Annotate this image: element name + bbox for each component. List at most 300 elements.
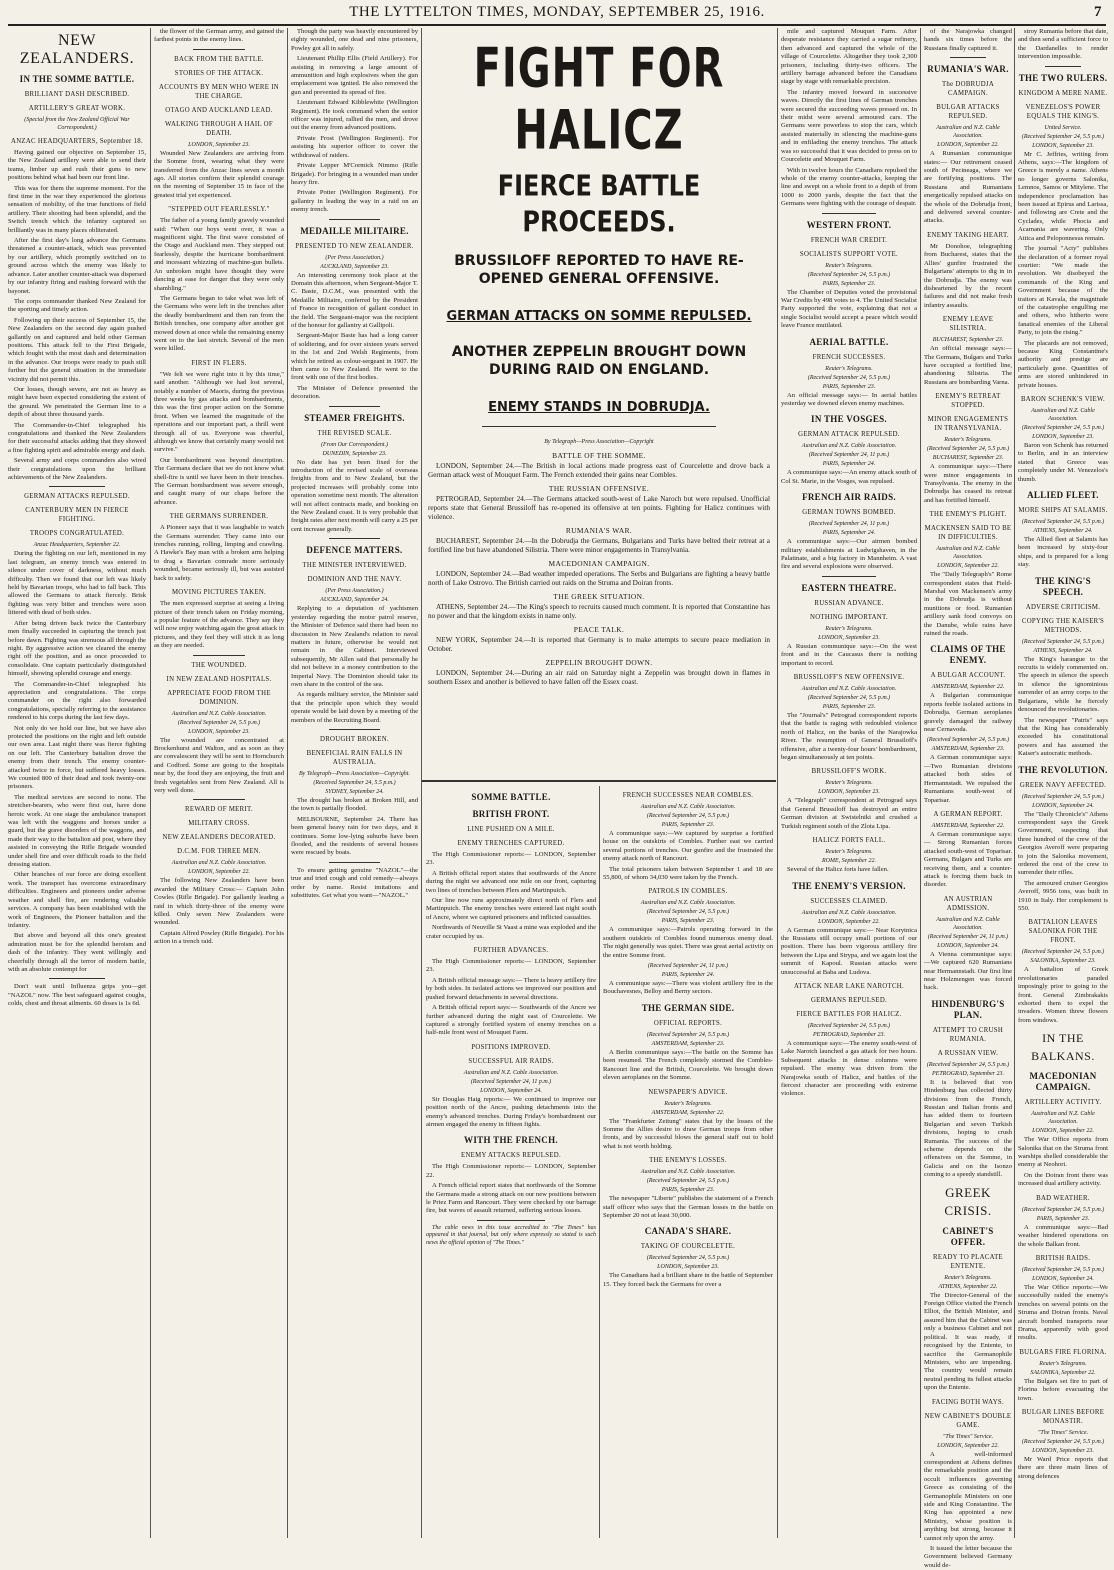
paragraph: A communique says:—Patrols operating forward in the southern outskirts of Combles found numerous enemy dead. The night generally was quiet. There was great aerial activity on the entire Somme front. — [603, 926, 773, 959]
deck-headline: GERMAN ATTACKS ON SOMME REPULSED. — [446, 309, 752, 324]
summary-subheading: PEACE TALK. — [573, 625, 625, 634]
paragraph: Several of the Halicz forts have fallen. — [787, 866, 889, 874]
dateline: LONDON, September 23. — [1032, 142, 1094, 149]
paragraph: Following up their success of September 15, the New Zealanders on the second day again pushed gallantly on and captured and held other German positions. This attack fell to the First Brigade, which fought with the most dash and determination in the advance. Our troops were ready to push still further but the general situation in the immediate vicinity did not permit this. — [8, 316, 146, 383]
paragraph: Baron von Schenk has returned to Berlin, and in an interview stated that Greece was completely under M. Venezelos's thumb. — [1018, 442, 1108, 483]
paragraph: The Canadians had a brilliant share in the battle of September 15. They forced back the Germans for over a — [603, 1272, 773, 1288]
subheading: GERMANS REPULSED. — [810, 996, 888, 1004]
paragraph: No date has yet been fixed for the introduction of the revised scale of overseas freights from and to New Zealand, but the projected increases will probably come into operation sometime next month. The alteration will not affect contracts made, and booking on the New Zealand coast. It is very probable that freight rates after next month will carry a 25 per cent increase generally. — [291, 458, 418, 533]
source-line: Australian and N.Z. Cable Association. — [1031, 408, 1095, 422]
paragraph: A German communique says:— Near Korytnica the Russians still occupy small portions of our position. There has been vigorous artillery fire between the Lipa and Strypa, and we again lost the summit of Kapoul. Russian attacks were unsuccessful at Baba and Ludova. — [781, 926, 917, 976]
paragraph: The journal "Acty" publishes the declaration of a former royal courtier: "We made the revolution. We disobeyed the commands of the King and Government because of the traitors at Kavala, the magnitude of the catastrophe engulfing me and others, who hitherto were fanatical enemies of the Liberal Party, to join the rising." — [1018, 245, 1108, 337]
dateline: LONDON, September 23. — [188, 141, 250, 148]
subheading: MOVING PICTURES TAKEN. — [171, 589, 267, 597]
subheading: IN NEW ZEALAND HOSPITALS. — [166, 675, 272, 683]
subheading: BACK FROM THE BATTLE. — [174, 55, 264, 63]
paragraph: MELBOURNE, September 24. There has been general heavy rain for two days, and it continues. Some low-lying suburbs have been flooded, and the residents of several houses were rescued by boats. — [291, 815, 418, 857]
paragraph: LONDON, September 24.—Bad weather impeded operations. The Serbs and Bulgarians are fighting a heavy battle north of Lake Ostrovo. The British carried out raids on the Struma and Doiran fronts. — [428, 570, 770, 587]
subheading: MORE SHIPS AT SALAMIS. — [1018, 507, 1108, 515]
received-line: (Received September 24, 5.5 p.m.) — [926, 446, 1010, 453]
dateline: LONDON, September 24. — [1032, 802, 1094, 809]
paragraph: A Russian communique says:—On the west front and in the Caucasus there is nothing important to record. — [781, 642, 917, 667]
paragraph: A well-informed correspondent at Athens defines the remarkable position and the occult influences governing Greece as consisting of the Germanophile Ministers on one side and King Constantine. The King has appointed a new Ministry, whose position is anything but strong, because it cannot rely upon the army. — [924, 1450, 1012, 1542]
paragraph: Having gained our objective on September 15, the New Zealand artillery were able to send their teams, limber up and rush their guns to new positions behind what had been our front line. — [8, 149, 146, 182]
paragraph: Private Potter (Wellington Regiment). For gallantry in leading the way in a raid on an enemy trench. — [291, 189, 418, 214]
column-5-lower — [603, 786, 773, 1538]
dateline: LONDON, September 22. — [937, 142, 999, 149]
dateline: ATHENS, September 24. — [1033, 647, 1093, 654]
subheading: CLAIMS OF THE ENEMY. — [930, 644, 1006, 666]
paragraph: A Bulgarian communique reports feeble isolated actions in Dobrudja. German aeroplanes gravely damaged the railway near Cernavoda. — [924, 692, 1012, 734]
column-4-lower — [426, 786, 596, 1538]
summary-body — [422, 451, 776, 687]
dateline: LONDON, September 23. — [818, 634, 880, 641]
subheading: FRENCH AIR RAIDS. — [802, 492, 896, 503]
main-headline: FIGHT FOR HALICZ — [473, 37, 725, 163]
paragraph: The "Frankfurter Zeitung" states that by the losses of the Somme the Allies desire to draw German troops from other fronts, and by successful blows the general staff out to hold what is not worth holding. — [603, 1117, 773, 1150]
paragraph: Mr Donohoe, telegraphing from Bucharest, states that the Allies' gunfire frustrated the Bulgarians' attempts to dig in in the Dobrudja. The enemy was disheartened by the recent failures and did not make fresh infantry assaults. — [924, 242, 1012, 309]
paragraph: The King's harangue to the recruits is widely commented on. The speech in silence the speech in silence the ignominious surrender of an army corps to the Bulgarians, while he fiercely denounced the revolutionaries. — [1018, 655, 1108, 714]
paragraph: stroy Rumania before that date, and then send a sufficient force to the Dardanelles to render intervention impossible. — [1018, 28, 1108, 61]
paragraph: As regards military service, the Minister said that the principle upon which they would operate would be laid down by a meeting of the members of the Recruiting Board. — [291, 691, 418, 724]
paragraph: of the Narajowka changed hands six times before the Russians finally captured it. — [924, 28, 1012, 52]
paragraph: NEW YORK, September 24.—It is reported that Germany is to make attempts to secure peace mediation in October. — [428, 636, 770, 653]
source-line: Reuter's Telegrams. — [944, 1274, 992, 1281]
subheading: THE REVOLUTION. — [1018, 764, 1108, 775]
credit-line: By Telegraph—Press Association—Copyright — [544, 439, 654, 445]
subheading: THE ENEMY'S PLIGHT. — [929, 511, 1007, 519]
subheading: BARON SCHENK'S VIEW. — [1020, 396, 1106, 403]
source-line: Reuter's Telegrams. — [664, 1100, 712, 1107]
subheading: BRILLIANT DASH DESCRIBED. — [24, 91, 130, 98]
subheading: SUCCESSES CLAIMED. — [810, 897, 888, 905]
dateline: AMSTERDAM, September 22. — [931, 684, 1005, 691]
source-line: Australian and N.Z. Cable Association. — [640, 804, 736, 810]
source-line: (From Our Correspondent.) — [320, 441, 389, 448]
subheading: COPYING THE KAISER'S METHODS. — [1021, 617, 1105, 634]
paragraph: Lieutenant Edward Kibblewhite (Wellington Regiment). He took command when the senior officer was injured, rallied the men, and drove out the enemy from advanced positions. — [291, 99, 418, 132]
section-rule — [329, 538, 380, 539]
paragraph: The War Office reports from Salonika that on the Struma front warships shelled considerable the enemy at Neohori. — [1018, 1136, 1108, 1169]
subheading: BRITISH FRONT. — [472, 809, 550, 819]
paragraph: Several army and corps commanders also wired their congratulations upon the brilliant achievements of the New Zealanders. — [8, 457, 146, 482]
subheading: PATROLS IN COMBLES. — [648, 888, 728, 896]
subheading: MACKENSEN SAID TO BE IN DIFFICULTIES. — [924, 525, 1012, 542]
dateline: PARIS, September 23. — [822, 280, 876, 287]
summary-subheading: RUMANIA'S WAR. — [565, 526, 633, 535]
subheading: POSITIONS IMPROVED. — [471, 1043, 551, 1051]
paragraph: The High Commissioner reports:— LONDON, September 23. — [426, 958, 596, 974]
column-rule — [777, 28, 778, 1538]
subheading: RUSSIAN ADVANCE. — [814, 599, 884, 607]
subheading: WALKING THROUGH A HAIL OF DEATH. — [165, 120, 273, 137]
paragraph: During the fighting on our left, mentioned in my last telegram, an enemy trench was entered in silence under cover of darkness, without much difficulty. Then we found that our left was likely held by Bavarian troops, who had to fall back. This allowed the Germans to attack fiercely. Brisk fighting was very bitter and trenches were soon littered with dead of both sides. — [8, 550, 146, 617]
footnote: The cable news in this issue accredited to "The Times" has appeared in that journal, but only where expressly so stated is such news the official opinion of "The Times." — [426, 1224, 596, 1246]
received-line: (Received September 24, 5.5 p.m.) — [807, 695, 891, 702]
source-line: Australian and N.Z. Cable Association. — [936, 125, 1000, 140]
received-line: (Received September 24, 5.5 p.m.) — [1021, 949, 1105, 956]
subheading: GREEK CRISIS. — [944, 1184, 992, 1218]
subheading: ARTILLERY ACTIVITY. — [1024, 1099, 1102, 1107]
subheading: VENEZELOS'S POWER EQUALS THE KING'S. — [1025, 103, 1101, 120]
source-line: United Service. — [1044, 124, 1082, 131]
paragraph: The drought has broken at Broken Hill, and the town is partially flooded. — [291, 796, 418, 813]
dateline: LONDON, September 24. — [480, 1087, 542, 1094]
section-rule — [422, 780, 776, 782]
deck-headline: BRUSSILOFF REPORTED TO HAVE RE-OPENED GENERAL OFFENSIVE. — [454, 253, 744, 287]
source-line: Reuter's Telegrams. — [1039, 1360, 1087, 1367]
subheading: MINOR ENGAGEMENTS IN TRANSYLVANIA. — [927, 416, 1009, 433]
subheading: NEW CABINET'S DOUBLE GAME. — [924, 1412, 1012, 1429]
paragraph: The men expressed surprise at seeing a living picture of their trench taken on Friday morning, a popular feature of the advance. They say they will now enjoy watching again the great attack in pictures, and they feel they will stick it as long as they are needed. — [154, 600, 285, 650]
paragraph: A communique says:—Our airmen bombed military establishments at Ludwigshaven, in the Palatinate, and a big factory in Mannheim. A vast fire and several explosions were observed. — [781, 538, 917, 571]
dateline: SYDNEY, September 24. — [325, 788, 384, 795]
dateline: Anzac Headquarters, September 22. — [33, 542, 121, 549]
paragraph: A Rumanian communique states:— Our retirement ceased south of Pecineaga, where we are fortifying positions. The Russians and Rumanians energetically repulsed attacks on the whole of the Dobrudja front, and delivered several counter-attacks. — [924, 150, 1012, 225]
paragraph: With in twelve hours the Canadians repulsed the whole of the enemy counter-attacks, keeping the line and swept on a whole front to a depth of from 1000 to 2000 yards, despite the fact that the Germans were fighting with the courage of despair. — [781, 166, 917, 208]
paragraph: Lieutenant Phillip Ellis (Field Artillery). For assisting in removing a large amount of ammunition and high explosives when the gun emplacement was ignited. He also removed the gun and prevented its spread of fire. — [291, 55, 418, 96]
column-rule — [1014, 28, 1015, 1538]
source-line: Australian and N.Z. Cable Association. — [801, 909, 897, 916]
paragraph: A Pioneer says that it was laughable to watch the Germans surrender. They came into our trenches running, rolling, limping and crawling. A Hawke's Bay man with a broken arm helping to drag a Bavarian comrade more seriously wounded, became seriously ill, but was assisted back to safety. — [154, 524, 284, 582]
subheading: FRENCH WAR CREDIT. — [810, 236, 888, 244]
dateline: PARIS, September 23. — [822, 704, 876, 711]
paragraph: The father of a young family gravely wounded said: "When our boys went over, it was a magnificent sight. The first wave consisted of the Otago and Auckland men. They stepped out fearlessly, despite the hurricane bombardment and incessant whizzing of machine-gun bullets. An unbroken might have thought they were dancing at ease for danger that they were only shambling." — [154, 217, 284, 292]
subheading: MACEDONIAN CAMPAIGN. — [1029, 1071, 1097, 1093]
advertisement: Don't wait until Influenza grips you—get "NAZOL" now. The best safeguard against coughs, colds, chest and throat ailments. 60 doses is 1s 6d. — [8, 983, 146, 1008]
summary-subheading: MACEDONIAN CAMPAIGN. — [548, 559, 650, 568]
dateline: ATHENS, September 24. — [1033, 528, 1093, 535]
paragraph: The Minister of Defence presented the decoration. — [291, 384, 418, 401]
paragraph: It issued the letter because the Government believed Germany would de- — [924, 1545, 1012, 1569]
subheading: PRESENTED TO NEW ZEALANDER. — [295, 242, 414, 250]
paragraph: A communique says:—An enemy attack south of Col St. Marie, in the Vosges, was repulsed. — [781, 469, 917, 485]
dateline: BUCHAREST, September 23. — [932, 337, 1004, 344]
paragraph: The infantry moved forward in successive waves. Directly the first lines of German trenches were secured the succeeding waves pressed on. In their midst were several armoured cars. The Germans were powerless to stop the cars, which assisted materially in silencing the machine-guns and in enfilading the enemy trenches. The attack was so successful that it was decided to press on to Courcelette and Mouquet Farm. — [781, 88, 917, 164]
dateline: LONDON, September 23. — [188, 728, 250, 735]
paragraph: The Allied fleet at Salamis has been increased by sixty-four ships, and is prepared for a long stay. — [1018, 536, 1108, 569]
paragraph: LONDON, September 24.—During an air raid on Saturday night a Zeppelin was brought down in flames in southern Essex and another is believed to have fallen off the Essex coast. — [428, 669, 770, 686]
subheading: ENEMY LEAVE SILISTRIA. — [942, 316, 994, 333]
deck-headline: ANOTHER ZEPPELIN BROUGHT DOWN DURING RAID ON ENGLAND. — [451, 344, 747, 378]
paragraph: A communique says:—The enemy south-west of Lake Narotch launched a gas attack for two hours. Subsequent attacks in dense columns were repulsed. The enemy was driven from the Narajowka south of Halicz, and battles of the fiercest character are proceeding with extreme violence. — [781, 1039, 917, 1098]
paragraph: LONDON, September 24.—The British in local actions made progress east of Courcelette and drove back a German attack west of Mouquet Farm. The French extended their gains near Combles. — [428, 462, 770, 479]
received-line: (Received September 24, 5.5 p.m.) — [646, 1178, 730, 1185]
section-rule — [822, 213, 876, 214]
source-line: Reuter's Telegrams. — [825, 780, 873, 787]
paragraph: Northwards of Neuville St Vaast a mine was exploded and the crater occupied by us. — [426, 924, 596, 940]
subheading: FRENCH SUCCESSES. — [812, 353, 886, 361]
paragraph: After being driven back twice the Canterbury men finally succeeded in capturing the trench just before dawn. Fighting was strenuous all through the night. By aggressive action we cleared the enemy right off the position, and as once proceeded to consolidate. One captain particularly distinguished himself, showing splendid courage and energy. — [8, 619, 146, 678]
paragraph: A British official message says:— There is heavy artillery fire by both sides. In isolated actions we improved our position and pushed forward detachments in several directions. — [426, 976, 596, 1001]
paragraph: Wounded New Zealanders are arriving from the Somme front, wearing what they were transferred from the Anzac lines seven a month ago. All stories confirm their splendid courage on the morning of September 15 in face of the greatest trial yet experienced. — [154, 149, 284, 199]
paragraph: The "Daily Telegraph's" Rome correspondent states that Field-Marshal von Mackensen's army in the Dobrudja is without munitions or food. Rumanian artillery sank food convoys on the Danube, while rains have ruined the roads. — [924, 571, 1012, 638]
received-line: (Received September 24, 5.5 p.m.) — [1021, 638, 1105, 645]
subheading: HINDENBURG'S PLAN. — [931, 998, 1005, 1020]
paragraph: Private Lepper M'Cormick Nimmo (Rifle Brigade). For bringing in a wounded man under heavy fire. — [291, 162, 418, 186]
subheading: THE MINISTER INTERVIEWED. — [302, 562, 407, 570]
subheading: NEW ZEALANDERS DECORATED. — [162, 834, 276, 842]
paragraph: PETROGRAD, September 24.—The Germans attacked south-west of Lake Naroch but were repulsed. Unofficial reports state that General Brussiloff has re-opened its offensive at ten points. Fighting for Halicz continues with violence. — [428, 495, 770, 521]
dateline: LONDON, September 23. — [1032, 1447, 1094, 1454]
dateline: LONDON, September 22. — [188, 869, 250, 876]
paragraph: Our bombardment was beyond description. The Germans declare that we do not know what shell-fire is until we have been in their trenches. The German bombardment was severe enough, and caught many of our chaps before the advance. — [154, 456, 284, 506]
received-line: (Received September 24, 11 p.m.) — [647, 963, 729, 970]
paragraph: Sergeant-Major Baste has had a long career of soldiering, and for over sixteen years served in the 1st and 2nd Welsh Regiments, from which he retired as colour-sergeant in 1907. He then came to New Zealand. He went to the front with one of the first bodies. — [291, 332, 418, 382]
received-line: (Received September 24, 11 p.m.) — [927, 933, 1009, 940]
subheading: CANTERBURY MEN IN FIERCE FIGHTING. — [25, 507, 129, 524]
column-1 — [8, 28, 146, 1538]
subheading: ALLIED FLEET. — [1027, 490, 1099, 501]
dateline: LONDON, September 23. — [657, 1264, 719, 1271]
paragraph: A French official report states that northwards of the Somme the Germans made a strong attack on our new positions between le Priez Farm and Rancourt. They were checked by our barrage fire, but waves of assault returned, suffering serious losses. — [426, 1182, 596, 1215]
paragraph: Sir Douglas Haig reports:— We continued to improve our position north of the Ancre, pushing detachments into the enemy's advanced trenches. During Friday's bombardment our airmen engaged the enemy in fifteen fights. — [426, 1095, 596, 1128]
paragraph: Replying to a deputation of yachtsmen yesterday regarding the motor patrol reserve, the Minister of Defence said there had been no discussion in New Zealand's relation to naval matters in future, otherwise he would not remain in the Cabinet. Interviewed subsequently, Mr Allen said that personally he did not believe in a money contribution to the Imperial Navy. The Dominion should take its own share in the control of the sea. — [291, 605, 418, 688]
dateline: PARIS, September 23. — [1036, 1215, 1090, 1222]
paragraph: The Commander-in-Chief telegraphed his appreciation and congratulations. The corps commander on the right also forwarded congratulations, specially referring to the assistance rendered to his corps during the last few days. — [8, 680, 146, 722]
subheading: A BULGAR ACCOUNT. — [930, 672, 1006, 680]
column-7 — [924, 28, 1012, 1569]
received-line: (Received September 24, 5.5 p.m.) — [646, 1031, 730, 1038]
dateline: AMSTERDAM, September 22. — [931, 822, 1005, 829]
article-headline: NEW ZEALANDERS. — [19, 32, 135, 67]
received-line: (Received September 24, 5.5 p.m.) — [646, 909, 730, 916]
subheading: THE WOUNDED. — [191, 661, 247, 669]
source-line: "The Times" Service. — [942, 1433, 994, 1440]
subheading: D.C.M. FOR THREE MEN. — [177, 848, 261, 856]
dateline: BUCHAREST, September 23. — [932, 455, 1004, 462]
paragraph: Though the party was heavily encountered by eighty wounded, one dead and nine prisoners, Powley got all in safely. — [291, 28, 418, 52]
subheading: THE KING'S SPEECH. — [1035, 575, 1091, 597]
subheading: GERMAN ATTACK REPULSED. — [798, 431, 900, 439]
paragraph: The armoured cruiser Georgios Averoff, 9956 tons, was built in 1910 in Italy. Her complement is 550. — [1018, 879, 1108, 912]
subheading: THE TWO RULERS. — [1018, 72, 1108, 83]
paragraph: "We felt we were right into it by this time," said another. "Although we had lost several, notably a number of Maoris, during the previous three weeks by gas attacks and bombardments, this was the first proper action on the Somme front. When we learned the magnitude of the operations and our important part, a thrill went through all of us. Everyone was cheerful, although we know that certainly many would not survive." — [154, 370, 284, 454]
subheading: APPRECIATE FOOD FROM THE DOMINION. — [167, 689, 271, 706]
subheading: ARTILLERY'S GREAT WORK. — [28, 105, 126, 112]
paragraph: The wounded are concentrated at Brockenhurst and Walton, and as soon as they are convalescent they will be sent to Hornchurch and Codford. Some are going to the hospitals near by, the food they are enjoying, the fruit and fresh vegetables sent from New Zealand. All is very well done. — [154, 736, 284, 794]
paragraph: The following New Zealanders have been awarded the Military Cross:— Captain John Cowles (Rifle Brigade). For gallantly leading a raid in which thirty-three of the enemy were killed. Only seven New Zealanders were wounded. — [154, 877, 284, 927]
subheading: READY TO PLACATE ENTENTE. — [932, 1253, 1003, 1270]
paragraph: mile and captured Mouquet Farm. After desperate resistance they carried a sugar refinery, then advanced and captured the whole of the village of Courcelette. Altogether they took 2,300 prisoners, including thirty-two officers. The artillery barrage advanced before the Canadians stage by stage with remarkable precision. — [781, 28, 917, 86]
paragraph: A communique says:—There was violent artillery fire in the Bouchavesnes, Belloy and Berny sectors. — [603, 980, 773, 996]
subheading: STEAMER FREIGHTS. — [304, 412, 405, 423]
paragraph: Our line now runs approximately direct north of Flers and Martinpuich. The enemy trenches were entered last night south of Ancre, where we captured prisoners and inflicted casualties. — [426, 897, 596, 921]
advertisement: To ensure getting genuine "NAZOL"—the true and tried cough and cold remedy—always order by name. Resist imitations and substitutes. Get what you want—"NAZOL." — [291, 866, 418, 900]
received-line: (Received September 24, 11 p.m.) — [808, 521, 890, 528]
source-line: Australian and N.Z. Cable Association. — [640, 1169, 736, 1176]
paragraph: The Chamber of Deputies voted the provisional War Credits by 498 votes to 4. The United Socialist Party supported the vote, explaining that not a single Socialist would accept a peace which would leave France mutilated. — [781, 288, 917, 330]
subheading: The DOBRUDJA CAMPAIGN. — [941, 81, 995, 98]
paragraph: The newspaper "Patris" says that the King has considerably exceeded his constitutional powers and has assumed the Kaiser's autocratic methods. — [1018, 716, 1108, 758]
subheading: BULGAR LINES BEFORE MONASTIR. — [1021, 1408, 1105, 1425]
paragraph: On the Doiran front there was increased dual artillery activity. — [1018, 1171, 1108, 1188]
source-line: Reuter's Telegrams. — [825, 365, 873, 372]
summary-subheading: BATTLE OF THE SOMME. — [552, 451, 646, 460]
subheading: OTAGO AND AUCKLAND LEAD. — [165, 106, 273, 114]
dateline: PARIS, September 24. — [822, 461, 876, 468]
source-line: Reuter's Telegrams. — [825, 849, 873, 856]
dateline: ANZAC HEADQUARTERS, September 18. — [10, 138, 143, 145]
subheading: BULGARS FIRE FLORINA. — [1019, 1348, 1107, 1356]
summary-subheading: THE GREEK SITUATION. — [553, 592, 645, 601]
subheading: GERMAN TOWNS BOMBED. — [802, 509, 896, 517]
paragraph: ATHENS, September 24.—The King's speech to recruits caused much comment. It is reported that Constantine has no power and that the kingdom exists in name only. — [428, 603, 770, 620]
section-rule — [329, 406, 380, 407]
dateline: AUCKLAND, September 23. — [320, 263, 389, 270]
summary-subheading: THE RUSSIAN OFFENSIVE. — [548, 484, 650, 493]
subheading: AERIAL BATTLE. — [809, 336, 889, 347]
source-line: "The Times" Service. — [1037, 1429, 1089, 1436]
source-line: (Per Press Association.) — [325, 588, 384, 595]
paragraph: Mr Ward Price reports that there are three main lines of strong defences — [1018, 1455, 1108, 1480]
dateline: ROME, September 22. — [822, 858, 876, 865]
subheading: EASTERN THEATRE. — [801, 582, 897, 593]
received-line: (Received September 24, 5.5 p.m.) — [313, 779, 396, 786]
subheading: SOMME BATTLE. — [471, 792, 551, 802]
paragraph: A "Telegraph" correspondent at Petrograd says that General Brussiloff has destroyed an entire German division at Swistelniki and crushed a Turkish regiment south of the Zlota Lipa. — [781, 797, 917, 830]
subheading: ADVERSE CRITICISM. — [1025, 603, 1101, 611]
source-line: By Telegraph—Press Association—Copyright. — [299, 770, 410, 777]
subheading: "STEPPED OUT FEARLESSLY." — [168, 206, 270, 214]
column-6 — [781, 28, 917, 1538]
subheading: THE ENEMY'S VERSION. — [792, 880, 906, 891]
source-line: Australian and N.Z. Cable Association. — [801, 686, 897, 693]
received-line: (Received September 24, 5.5 p.m.) — [177, 719, 261, 726]
paragraph: A British official report states that southwards of the Ancre during the night we advanced one mile on our front, capturing two lines of trenches between Flers and Martinpuich. — [426, 869, 596, 894]
paragraph: An official message says:—The Germans, Bulgars and Turks have occupied a fortified line, abandoning Silistria. The Russians are bombarding Varna. — [924, 345, 1012, 386]
paragraph: But above and beyond all this one's greatest admiration must be for the splendid heroism and dash of the infantry. They went willingly and cheerfully through all the terror of modern battle, with an absolute contempt for — [8, 932, 146, 973]
dateline: LONDON, September 22. — [818, 918, 880, 925]
dateline: LONDON, September 23. — [1032, 434, 1094, 440]
subheading: RUMANIA'S WAR. — [927, 64, 1009, 75]
paragraph: Other branches of our force are doing excellent work. The transport has overcome extraordinary difficulties. Engineers and pioneers under adverse weather and shell fire, are rendering valuable services. A company has been established with the work of Engineers, the Pioneer battalion and the infantry. — [8, 871, 146, 929]
subheading: OFFICIAL REPORTS. — [653, 1019, 723, 1027]
subheading: ATTEMPT TO CRUSH RUMANIA. — [932, 1026, 1004, 1043]
deck-headline: ENEMY STANDS IN DOBRUDJA. — [488, 400, 710, 415]
source-line: Australian and N.Z. Cable Association. — [171, 860, 267, 867]
paragraph: The "Daily Chronicle's" Athens correspondent says the Greek Government, suspecting that three hundred of the crew of the Georgios Averoff were preparing to join the Salonika movement, ordered the rest of the crew to surrender their rifles. — [1018, 810, 1108, 877]
paragraph: A communique says:—There were minor engagements in Transylvania. The enemy in the Dobrudja has ceased its retreat and has fortified himself. — [924, 463, 1012, 504]
dateline: PARIS, September 24. — [661, 972, 715, 979]
dateline: ATHENS, September 22. — [938, 1283, 998, 1290]
dateline: LONDON, September 23. — [818, 789, 880, 796]
section-rule — [329, 862, 380, 863]
subheading: ENEMY ATTACKS REPULSED. — [461, 1152, 561, 1160]
dateline: AMSTERDAM, September 23. — [651, 1040, 725, 1047]
source-line: (Per Press Association.) — [325, 254, 384, 261]
column-8 — [1018, 28, 1108, 1538]
subheading: GERMAN ATTACKS REPULSED. — [24, 493, 130, 501]
column-rule — [287, 28, 288, 1538]
section-rule — [329, 729, 380, 730]
paragraph: The total prisoners taken between September 1 and 18 are 55,800, of whom 34,030 were taken by the French. — [603, 865, 773, 882]
paragraph: A German communique says:—Two Rumanian divisions attacked both sides of Hermannstadt. We repulsed the Rumanians south-west of Toparisar. — [924, 754, 1012, 804]
paragraph: The Director-General of the Foreign Office visited the French Elliot, the British Minister, and assured him that the Cabinet was only a business Cabinet and not political. It was ready, if recognised by the Entente, to sacrifice the Germanophile Ministers, who are impending. The country would remain neutral pending its fullest attacks upon the Entente. — [924, 1291, 1012, 1392]
paragraph: A communique says:—We captured by surprise a fortified house on the outskirts of Combles. Further east we carried several portions of trenches. Our gunfire and the frustrated the enemy attack north of Rancourt. — [603, 830, 773, 863]
paragraph: An interesting ceremony took place at the Domain this afternoon, when Sergeant-Major T. C. Baste, D.C.M., was presented with the Medaille Militaire, conferred by the President of France in recognition of gallant conduct in the field. The Sergeant-major was the recipient of the honour for gallantry at Gallipoli. — [291, 271, 418, 329]
paragraph: The newspaper "Liberte" publishes the statement of a French staff officer who says that the German losses in the battle on September 20 not at least 30,000. — [603, 1195, 773, 1219]
source-line: Australian and N.Z. Cable Association. — [936, 546, 1000, 561]
subheading: WITH THE FRENCH. — [464, 1135, 558, 1146]
subheading: IN THE VOSGES. — [811, 414, 887, 425]
subheading: CABINET'S OFFER. — [942, 1225, 994, 1247]
received-line: (Received September 24, 11 p.m.) — [808, 452, 890, 459]
section-rule — [1045, 66, 1081, 67]
paragraph: The Bulgars set fire to part of Florina before evacuating the town. — [1018, 1377, 1108, 1402]
section-rule — [49, 978, 104, 979]
subheading: A RUSSIAN VIEW. — [937, 1049, 999, 1057]
dateline: PARIS, September 23. — [661, 822, 715, 828]
subheading: AN AUSTRIAN ADMISSION. — [943, 895, 993, 912]
source-line: Australian and N.Z. Cable Association. — [463, 1069, 559, 1076]
received-line: (Received September 24, 5.5 p.m.) — [926, 737, 1010, 744]
column-rule — [920, 28, 921, 1538]
subheading: THE GERMAN SIDE. — [641, 1002, 735, 1013]
subheading: BENEFICIAL RAIN FALLS IN AUSTRALIA. — [306, 749, 403, 766]
subheading: BULGAR ATTACKS REPULSED. — [936, 104, 1000, 121]
dateline: PARIS, September 23. — [661, 1187, 715, 1194]
paragraph: A German communique says:— Strong Rumanian forces attacked south-west of Toparisar. Germans, Bulgars and Turks are receiving them, and a counter-attack is forcing them back in disorder. — [924, 830, 1012, 889]
dateline: PETROGRAD, September 23. — [813, 1031, 885, 1038]
dateline: SALONIKA, September 22. — [1030, 1369, 1096, 1376]
paragraph: The corps commander thanked New Zealand for the sporting and timely action. — [8, 297, 146, 314]
subheading: KINGDOM A MERE NAME. — [1018, 89, 1108, 97]
subheading: IN THE BALKANS. — [1031, 1031, 1095, 1064]
subheading: CANADA'S SHARE. — [644, 1226, 732, 1237]
paragraph: The medical services are second to none. The stretcher-bearers, who were first out, have done heroic work. At one stage the ambulance transport was left with the waggons and horses under a guard, but the grave disorders of the waggons, and made their way to the battalion aid post, where they assisted in conveying the Rifle Brigade wounded under shell fire and over difficult roads to the field dressing station. — [8, 793, 146, 869]
paragraph: A communique says:—Bad weather hindered operations on the whole Balkan front. — [1018, 1223, 1108, 1248]
dateline: LONDON, September 24. — [937, 942, 999, 949]
received-line: (Received September 24, 5.5 p.m.) — [1021, 1206, 1105, 1213]
dateline: PARIS, September 23. — [822, 383, 876, 390]
subheading: TAKING OF COURCELETTE. — [640, 1243, 736, 1251]
subheading: REWARD OF MERIT. — [185, 806, 253, 814]
paragraph: The "Journal's" Petrograd correspondent reports that the battle is raging with redoubled violence north of Halicz, on the banks of the Narajowka River. The resumption of General Brussiloff's offensive, after a twenty-four hours' bombardment, began simultaneously at ten points. — [781, 712, 917, 762]
received-line: (Received September 24, 5.5 p.m.) — [807, 271, 891, 278]
dateline: AUCKLAND, September 24. — [320, 597, 389, 604]
dateline: DUNEDIN, September 23. — [322, 450, 387, 457]
subheading: IN THE SOMME BATTLE. — [19, 74, 135, 84]
paragraph: The High Commissioner reports:— LONDON, September 22. — [426, 1163, 596, 1179]
paragraph: The placards are not removed, because King Constantine's authority and prestige are particularly gone. Quantities of arms are stored unhindered in private houses. — [1018, 339, 1108, 389]
subheading: A GERMAN REPORT. — [933, 810, 1003, 818]
section-rule — [482, 426, 716, 427]
paragraph: Our losses, though severe, are not as heavy as might have been expected considering the extent of the ground. We penetrated the German line to a depth of about three thousand yards. — [8, 385, 146, 419]
subheading: FACING BOTH WAYS. — [931, 1398, 1004, 1406]
subheading: THE REVISED SCALE. — [317, 429, 392, 437]
dateline: LONDON, September 22. — [937, 1442, 999, 1449]
paragraph: Not only do we hold our line, but we have also protected the positions on the right and left outside our own area. Last night there was fierce fighting on our left. The Canterbury battalion drove the enemy from their trench. The enemy counter-attacked twice in force, but suffered heavy losses. We counted 800 of their dead and took twenty-one prisoners. — [8, 724, 146, 791]
subheading: FRENCH SUCCESSES NEAR COMBLES. — [622, 792, 754, 799]
subheading: GREEK NAVY AFFECTED. — [1019, 781, 1107, 789]
received-line: (Received September 24, 5.5 p.m.) — [926, 1061, 1010, 1068]
received-line: (Received September 24, 5.5 p.m.) — [646, 813, 730, 819]
dateline: LONDON, September 22. — [1032, 1128, 1094, 1135]
column-3 — [291, 28, 418, 1538]
credit-line: (Special from the New Zealand Official War Correspondent.) — [24, 117, 130, 131]
paragraph: An official message says:— In aerial battles yesterday we downed eleven enemy machines. — [781, 391, 917, 407]
subheading: STORIES OF THE ATTACK. — [174, 69, 264, 77]
dateline: PARIS, September 23. — [661, 918, 715, 925]
paragraph: A Vienna communique says:—We captured 620 Rumanians near Hermannstadt. Our first line near Holzmengen was forced back. — [924, 950, 1012, 992]
dateline: AMSTERDAM, September 22. — [651, 1109, 725, 1116]
paragraph: The War Office reports:—We successfully raided the enemy's trenches on several points on the Struma and Doiran fronts. Naval aircraft bombed transports near Drama, apparently with good results. — [1018, 1283, 1108, 1342]
subheading: WESTERN FRONT. — [806, 219, 892, 230]
source-line: Reuter's Telegrams. — [825, 625, 873, 632]
subheading: THE GERMANS SURRENDER. — [169, 513, 269, 521]
subheading: MILITARY CROSS. — [188, 820, 250, 828]
